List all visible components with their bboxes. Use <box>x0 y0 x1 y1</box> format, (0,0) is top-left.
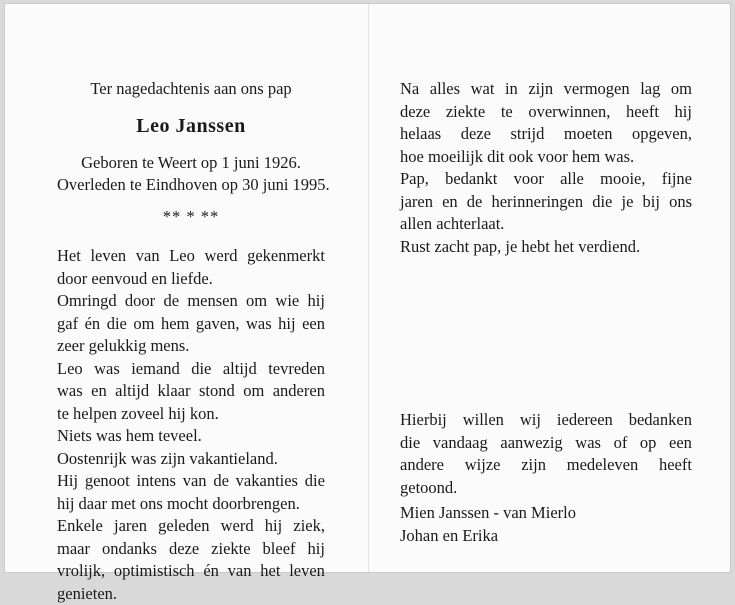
biography-line: Omringd door de mensen om wie hij <box>57 290 325 313</box>
thanks-line: getoond. <box>400 477 692 500</box>
closing-line: jaren en de herinneringen die je bij ons <box>400 191 692 214</box>
separator-stars: ** * ** <box>57 206 325 229</box>
biography-line: maar ondanks deze ziekte bleef hij <box>57 538 325 561</box>
signature-line: Mien Janssen - van Mierlo <box>400 502 692 525</box>
signature-block <box>400 502 692 547</box>
closing-line: Pap, bedankt voor alle mooie, fijne <box>400 168 692 191</box>
death-line: Overleden te Eindhoven op 30 juni 1995. <box>57 174 325 197</box>
biography-line: Leo was iemand die altijd tevreden <box>57 358 325 381</box>
birth-line: Geboren te Weert op 1 juni 1926. <box>57 152 325 175</box>
thanks-line: andere wijze zijn medeleven heeft <box>400 454 692 477</box>
biography-line: Enkele jaren geleden werd hij ziek, <box>57 515 325 538</box>
biography-line: hij daar met ons mocht doorbrengen. <box>57 493 325 516</box>
thanks-text <box>400 409 692 499</box>
biography-line: gaf én die om hem gaven, was hij een <box>57 313 325 336</box>
closing-line: deze ziekte te overwinnen, heeft hij <box>400 101 692 124</box>
memorial-card <box>4 3 731 573</box>
biography-line: te helpen zoveel hij kon. <box>57 403 325 426</box>
biography-text <box>57 245 325 605</box>
biography-line: genieten. <box>57 583 325 605</box>
closing-line: allen achterlaat. <box>400 213 692 236</box>
closing-line: hoe moeilijk dit ook voor hem was. <box>400 146 692 169</box>
thanks-line: Hierbij willen wij iedereen bedanken <box>400 409 692 432</box>
biography-line: was en altijd klaar stond om anderen <box>57 380 325 403</box>
closing-line: Na alles wat in zijn vermogen lag om <box>400 78 692 101</box>
fold-line <box>368 4 369 572</box>
biography-line: zeer gelukkig mens. <box>57 335 325 358</box>
biography-line: Hij genoot intens van de vakanties die <box>57 470 325 493</box>
biography-line: vrolijk, optimistisch én van het leven <box>57 560 325 583</box>
closing-text <box>400 78 692 258</box>
closing-line: Rust zacht pap, je hebt het verdiend. <box>400 236 692 259</box>
biography-line: Niets was hem teveel. <box>57 425 325 448</box>
deceased-name: Leo Janssen <box>57 115 325 138</box>
biography-line: Oostenrijk was zijn vakantieland. <box>57 448 325 471</box>
biography-line: Het leven van Leo werd gekenmerkt <box>57 245 325 268</box>
thanks-line: die vandaag aanwezig was of op een <box>400 432 692 455</box>
closing-line: helaas deze strijd moeten opgeven, <box>400 123 692 146</box>
biography-line: door eenvoud en liefde. <box>57 268 325 291</box>
signature-line: Johan en Erika <box>400 525 692 548</box>
intro-line: Ter nagedachtenis aan ons pap <box>57 78 325 101</box>
